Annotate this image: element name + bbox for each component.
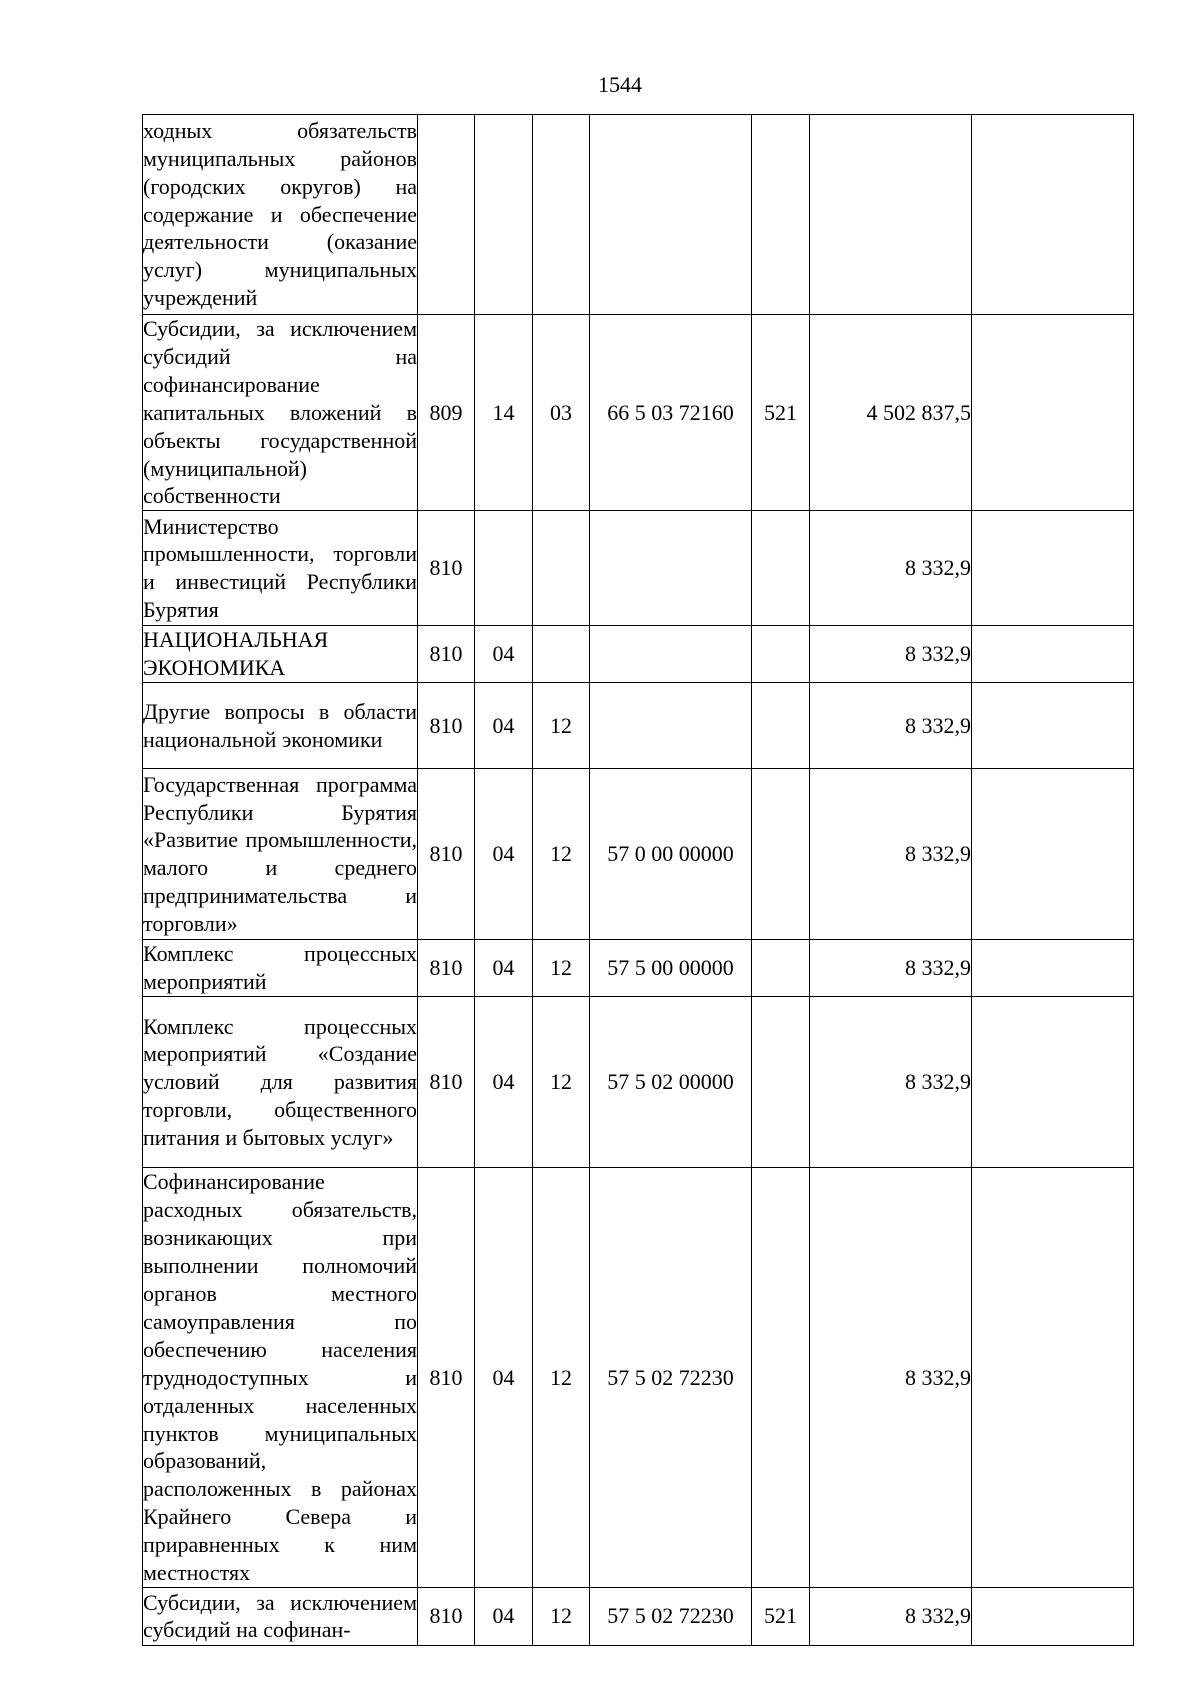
table-row [143, 511, 1134, 626]
row-csr: 57 0 00 00000 [590, 769, 752, 940]
row-csr: 57 5 02 72230 [590, 1168, 752, 1588]
row-ved: 810 [418, 940, 475, 997]
row-sum: 4 502 837,5 [810, 315, 972, 511]
row-extra [972, 1587, 1134, 1645]
table-row [143, 683, 1134, 769]
row-name: НАЦИОНАЛЬНАЯ ЭКОНОМИКА [143, 626, 418, 683]
row-extra [972, 940, 1134, 997]
row-csr [590, 115, 752, 315]
row-rz [475, 115, 533, 315]
row-name: ходных обязательств муниципальных районов (городских округов) на содержание и обеспечение деятельности (оказание услуг) муниципальных учреждений [143, 115, 418, 315]
row-extra [972, 1168, 1134, 1588]
row-extra [972, 683, 1134, 769]
row-csr: 66 5 03 72160 [590, 315, 752, 511]
row-ved: 810 [418, 683, 475, 769]
row-pr: 12 [533, 940, 590, 997]
row-name: Министерство промышленности, торговли и инвестиций Республики Бурятия [143, 511, 418, 626]
row-pr: 03 [533, 315, 590, 511]
row-vr [752, 940, 810, 997]
row-vr [752, 997, 810, 1168]
row-name: Комплекс процессных мероприятий «Создание условий для развития торговли, общественного питания и бытовых услуг» [143, 997, 418, 1168]
table-row [143, 997, 1134, 1168]
page-number: 1544 [598, 72, 642, 97]
table-row [143, 940, 1134, 997]
table-row [143, 115, 1134, 315]
row-extra [972, 769, 1134, 940]
row-ved: 809 [418, 315, 475, 511]
row-vr [752, 1168, 810, 1588]
row-vr [752, 511, 810, 626]
row-rz: 04 [475, 769, 533, 940]
row-sum: 8 332,9 [810, 1168, 972, 1588]
row-sum: 8 332,9 [810, 940, 972, 997]
row-vr: 521 [752, 1587, 810, 1645]
row-name: Государственная программа Республики Бурятия «Развитие промышленности, малого и среднего предпринимательства и торговли» [143, 769, 418, 940]
row-rz: 04 [475, 997, 533, 1168]
row-sum [810, 115, 972, 315]
row-ved [418, 115, 475, 315]
row-name: Субсидии, за исключением субсидий на софинан- [143, 1587, 418, 1645]
table-row [143, 315, 1134, 511]
row-pr [533, 115, 590, 315]
row-csr [590, 511, 752, 626]
row-ved: 810 [418, 997, 475, 1168]
row-name: Комплекс процессных мероприятий [143, 940, 418, 997]
row-extra [972, 997, 1134, 1168]
row-rz: 04 [475, 1587, 533, 1645]
row-pr: 12 [533, 683, 590, 769]
row-vr [752, 115, 810, 315]
row-rz: 04 [475, 1168, 533, 1588]
row-name: Другие вопросы в области национальной экономики [143, 683, 418, 769]
table-row [143, 626, 1134, 683]
row-vr [752, 626, 810, 683]
row-extra [972, 626, 1134, 683]
row-name: Софинансирование расходных обязательств, возникающих при выполнении полномочий органов местного самоуправления по обеспечению населения труднодоступных и отдаленных населенных пунктов муниципальных образований, расположенных в районах Крайнего Севера и приравненных к ним местностях [143, 1168, 418, 1588]
row-sum: 8 332,9 [810, 511, 972, 626]
row-vr [752, 769, 810, 940]
row-csr [590, 626, 752, 683]
row-rz: 04 [475, 940, 533, 997]
row-ved: 810 [418, 1587, 475, 1645]
row-rz [475, 511, 533, 626]
row-sum: 8 332,9 [810, 769, 972, 940]
row-rz: 04 [475, 626, 533, 683]
row-pr: 12 [533, 997, 590, 1168]
row-sum: 8 332,9 [810, 1587, 972, 1645]
row-extra [972, 315, 1134, 511]
row-csr [590, 683, 752, 769]
row-vr: 521 [752, 315, 810, 511]
row-pr: 12 [533, 1587, 590, 1645]
row-csr: 57 5 00 00000 [590, 940, 752, 997]
row-ved: 810 [418, 1168, 475, 1588]
row-extra [972, 511, 1134, 626]
row-rz: 04 [475, 683, 533, 769]
row-sum: 8 332,9 [810, 997, 972, 1168]
row-csr: 57 5 02 00000 [590, 997, 752, 1168]
row-rz: 14 [475, 315, 533, 511]
row-ved: 810 [418, 511, 475, 626]
table-row [143, 769, 1134, 940]
row-sum: 8 332,9 [810, 683, 972, 769]
row-pr: 12 [533, 769, 590, 940]
row-csr: 57 5 02 72230 [590, 1587, 752, 1645]
row-vr [752, 683, 810, 769]
row-pr [533, 511, 590, 626]
row-extra [972, 115, 1134, 315]
row-ved: 810 [418, 626, 475, 683]
row-ved: 810 [418, 769, 475, 940]
budget-table [142, 114, 1134, 1646]
row-sum: 8 332,9 [810, 626, 972, 683]
row-pr: 12 [533, 1168, 590, 1588]
table-row [143, 1168, 1134, 1588]
row-pr [533, 626, 590, 683]
row-name: Субсидии, за исключением субсидий на софинансирование капитальных вложений в объекты государственной (муниципальной) собственности [143, 315, 418, 511]
table-row [143, 1587, 1134, 1645]
